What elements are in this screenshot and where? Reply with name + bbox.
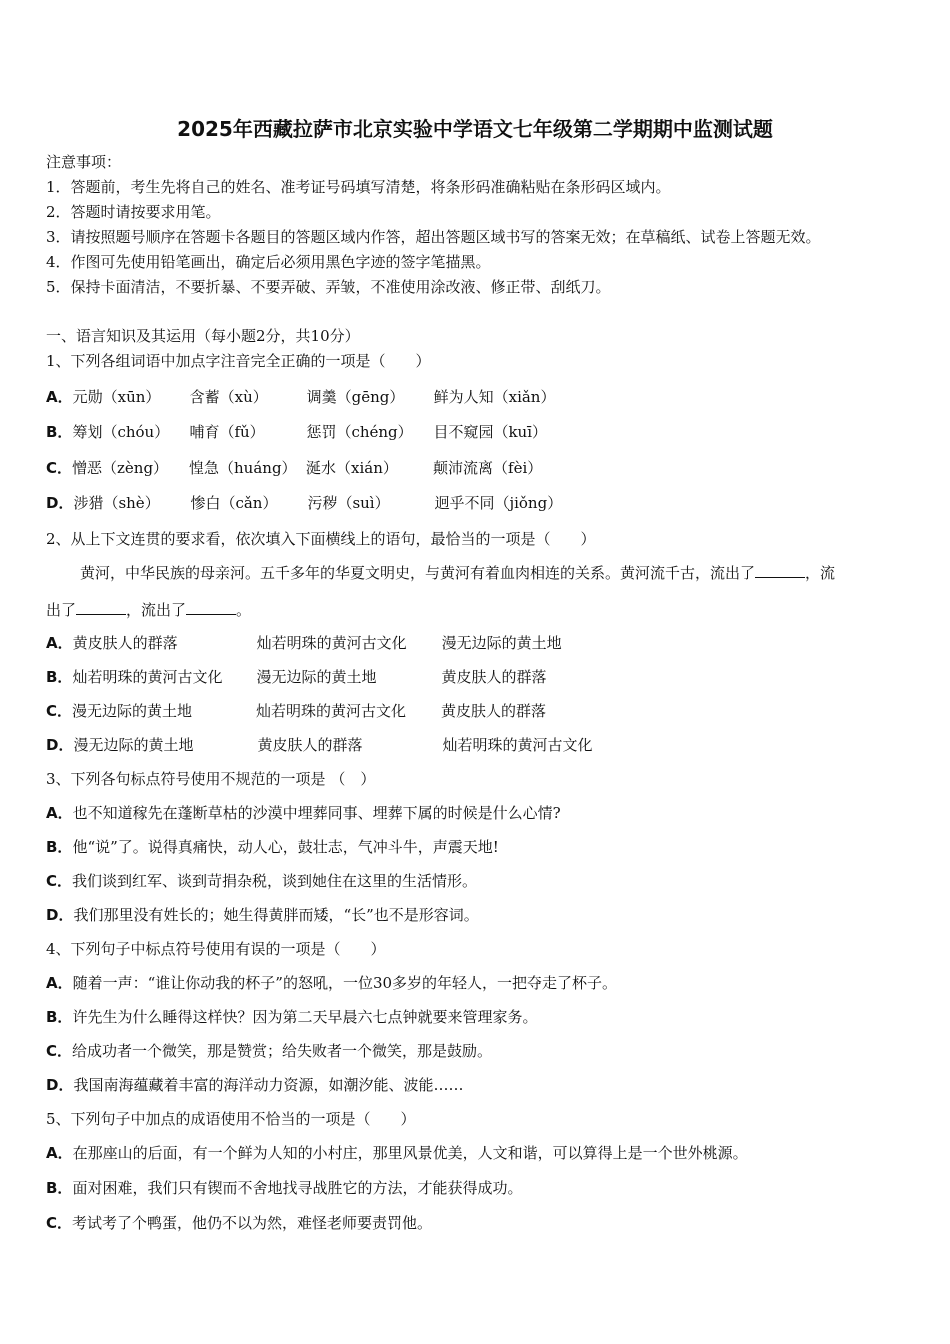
q1-option-d (46, 493, 562, 513)
notice-item: 1．答题前，考生先将自己的姓名、准考证号码填写清楚，将条形码准确粘贴在条形码区域内。 (46, 178, 671, 196)
option-label: B． (46, 423, 73, 441)
q4-option-d (46, 1075, 463, 1095)
option-text: 给成功者一个微笑，那是赞赏；给失败者一个微笑，那是鼓励。 (72, 1042, 493, 1060)
q1-option-b (46, 422, 547, 442)
option-phrase: 灿若明珠的黄河古文化 (256, 634, 407, 652)
option-word: 惩罚（chéng） (306, 423, 413, 441)
option-label: C． (46, 459, 73, 477)
passage-text: ，流出了 (126, 601, 187, 619)
q5-option-c (46, 1213, 432, 1233)
option-label: A． (46, 804, 73, 822)
q1-option-a (46, 387, 555, 407)
q4-option-a (46, 973, 617, 993)
option-label: B． (46, 838, 73, 856)
option-label: D． (46, 736, 74, 754)
option-word: 鲜为人知（xiǎn） (433, 388, 556, 406)
passage-text: ，流 (805, 564, 836, 582)
option-label: B． (46, 668, 73, 686)
q5-option-a (46, 1143, 748, 1163)
option-phrase: 黄皮肤人的群落 (441, 668, 547, 686)
q5-option-b (46, 1178, 522, 1198)
option-phrase: 漫无边际的黄土地 (441, 634, 562, 652)
notice-heading: 注意事项： (46, 153, 122, 171)
q3-option-a (46, 803, 561, 823)
option-label: D． (46, 906, 74, 924)
notice-item: 2．答题时请按要求用笔。 (46, 203, 221, 221)
passage-text: 出了 (46, 601, 77, 619)
fill-blank (186, 600, 236, 615)
option-word: 调羹（gēng） (306, 388, 405, 406)
question-stem: 4、下列句子中标点符号使用有误的一项是（ ） (46, 940, 386, 958)
passage-text: 黄河，中华民族的母亲河。五千多年的华夏文明史，与黄河有着血肉相连的关系。黄河流千古，流出了 (80, 564, 756, 582)
option-word: 涉猎（shè） (73, 494, 160, 512)
option-phrase: 漫无边际的黄土地 (256, 668, 377, 686)
option-label: A． (46, 388, 73, 406)
option-label: B． (46, 1179, 73, 1197)
option-phrase: 黄皮肤人的群落 (72, 634, 178, 652)
option-word: 憎恶（zèng） (72, 459, 169, 477)
q2-option-b (46, 667, 546, 687)
option-phrase: 黄皮肤人的群落 (257, 736, 363, 754)
option-label: A． (46, 634, 73, 652)
question-stem: 5、下列句子中加点的成语使用不恰当的一项是（ ） (46, 1110, 416, 1128)
option-word: 涎水（xián） (306, 459, 398, 477)
option-word: 筹划（chóu） (72, 423, 170, 441)
q4-option-c (46, 1041, 492, 1061)
option-text: 随着一声：“谁让你动我的杯子”的怒吼，一位30多岁的年轻人，一把夺走了杯子。 (72, 974, 618, 992)
option-word: 污秽（suì） (307, 494, 390, 512)
option-label: C． (46, 872, 73, 890)
question-stem: 3、下列各句标点符号使用不规范的一项是 （ ） (46, 770, 376, 788)
option-label: D． (46, 494, 74, 512)
option-word: 惶急（huáng） (189, 459, 297, 477)
option-label: D． (46, 1076, 74, 1094)
option-text: 我们谈到红军、谈到苛捐杂税，谈到她住在这里的生活情形。 (72, 872, 478, 890)
option-word: 元勋（xūn） (72, 388, 161, 406)
option-label: A． (46, 974, 73, 992)
option-phrase: 灿若明珠的黄河古文化 (72, 668, 223, 686)
page-title: 2025年西藏拉萨市北京实验中学语文七年级第二学期期中监测试题 (177, 117, 773, 141)
fill-blank (76, 600, 126, 615)
option-word: 哺育（fǔ） (189, 423, 265, 441)
option-label: A． (46, 1144, 73, 1162)
q3-option-c (46, 871, 477, 891)
option-label: C． (46, 1042, 73, 1060)
option-text: 我们那里没有姓长的；她生得黄胖而矮，“长”也不是形容词。 (73, 906, 479, 924)
option-label: C． (46, 702, 73, 720)
option-word: 颠沛流离（fèi） (433, 459, 543, 477)
question-stem: 2、从上下文连贯的要求看，依次填入下面横线上的语句，最恰当的一项是（ ） (46, 530, 596, 548)
section-heading: 一、语言知识及其运用（每小题2分，共10分） (46, 327, 360, 345)
option-word: 惨白（cǎn） (190, 494, 278, 512)
q1-option-c (46, 458, 542, 478)
q3-option-b (46, 837, 499, 857)
q2-passage-line2 (46, 600, 251, 620)
option-word: 目不窥园（kuī） (433, 423, 547, 441)
option-phrase: 黄皮肤人的群落 (441, 702, 547, 720)
question-stem: 1、下列各组词语中加点字注音完全正确的一项是（ ） (46, 352, 431, 370)
option-text: 面对困难，我们只有锲而不舍地找寻战胜它的方法，才能获得成功。 (72, 1179, 523, 1197)
option-label: B． (46, 1008, 73, 1026)
option-word: 含蓄（xù） (189, 388, 268, 406)
option-text: 我国南海蕴藏着丰富的海洋动力资源，如潮汐能、波能…… (73, 1076, 464, 1094)
q2-option-c (46, 701, 546, 721)
notice-item: 5．保持卡面清洁，不要折暴、不要弄破、弄皱，不准使用涂改液、修正带、刮纸刀。 (46, 278, 611, 296)
q3-option-d (46, 905, 479, 925)
option-text: 许先生为什么睡得这样快？因为第二天早晨六七点钟就要来管理家务。 (72, 1008, 538, 1026)
q2-passage-line1 (80, 563, 835, 583)
option-label: C． (46, 1214, 73, 1232)
option-text: 考试考了个鸭蛋，他仍不以为然，难怪老师要责罚他。 (72, 1214, 433, 1232)
q2-option-d (46, 735, 592, 755)
fill-blank (755, 563, 805, 578)
notice-item: 3．请按照题号顺序在答题卡各题目的答题区域内作答，超出答题区域书写的答案无效；在草稿纸、试卷上答题无效。 (46, 228, 821, 246)
q2-option-a (46, 633, 562, 653)
option-text: 在那座山的后面，有一个鲜为人知的小村庄，那里风景优美，人文和谐，可以算得上是一个世外桃源。 (72, 1144, 748, 1162)
option-phrase: 漫无边际的黄土地 (72, 702, 193, 720)
q4-option-b (46, 1007, 537, 1027)
option-phrase: 灿若明珠的黄河古文化 (442, 736, 593, 754)
option-phrase: 漫无边际的黄土地 (73, 736, 194, 754)
option-phrase: 灿若明珠的黄河古文化 (256, 702, 407, 720)
option-word: 迥乎不同（jiǒng） (434, 494, 563, 512)
option-text: 他“说”了。说得真痛快，动人心，鼓壮志，气冲斗牛，声震天地! (72, 838, 499, 856)
passage-text: 。 (236, 601, 252, 619)
option-text: 也不知道稼先在蓬断草枯的沙漠中埋葬同事、埋葬下属的时候是什么心情? (72, 804, 561, 822)
notice-item: 4．作图可先使用铅笔画出，确定后必须用黑色字迹的签字笔描黑。 (46, 253, 491, 271)
